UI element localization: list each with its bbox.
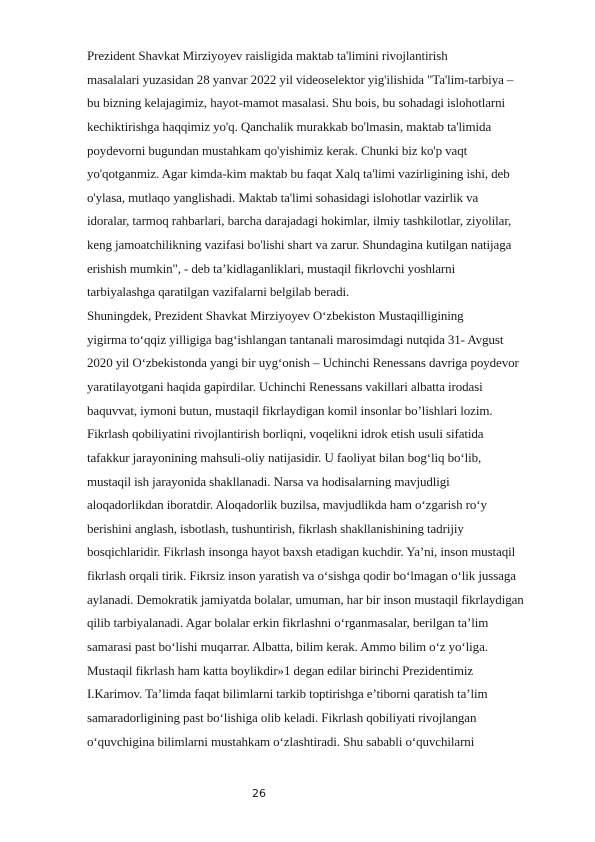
page-number: 26 — [252, 787, 266, 800]
text-line: aloqadorlikdan iboratdir. Aloqadorlik buzilsa, mavjudlikda ham o‘zgarish ro‘y — [87, 497, 487, 513]
text-line: Shuningdek, Prezident Shavkat Mirziyoyev O‘zbekiston Mustaqilligining — [87, 308, 464, 324]
text-line: keng jamoatchilikning vazifasi bo'lishi shart va zarur. Shundagina kutilgan natijaga — [87, 237, 512, 253]
text-line: samaradorligining past bo‘lishiga olib keladi. Fikrlash qobiliyati rivojlangan — [87, 709, 477, 725]
text-line: tarbiyalashga qaratilgan vazifalarni belgilab beradi. — [87, 284, 350, 300]
text-line: yaratilayotgani haqida gapirdilar. Uchinchi Renessans vakillari albatta irodasi — [87, 378, 483, 394]
text-line: erishish mumkin", - deb ta’kidlaganliklari, mustaqil fikrlovchi yoshlarni — [87, 260, 456, 276]
text-line: samarasi past bo‘lishi muqarrar. Albatta, bilim kerak. Ammo bilim o‘z yo‘liga. — [87, 639, 488, 655]
text-line: 2020 yil O‘zbekistonda yangi bir uyg‘onish – Uchinchi Renessans davriga poydevor — [87, 355, 519, 371]
text-line: aylanadi. Demokratik jamiyatda bolalar, umuman, har bir inson mustaqil fikrlaydigan — [87, 591, 524, 607]
text-line: berishini anglash, isbotlash, tushuntirish, fikrlash shakllanishining tadrijiy — [87, 520, 464, 536]
text-line: qilib tarbiyalanadi. Agar bolalar erkin fikrlashni o‘rganmasalar, berilgan ta’lim — [87, 615, 489, 631]
text-line: Mustaqil fikrlash ham katta boylikdir»1 degan edilar birinchi Prezidentimiz — [87, 662, 474, 678]
text-line: idoralar, tarmoq rahbarlari, barcha darajadagi hokimlar, ilmiy tashkilotlar, ziyolilar, — [87, 213, 512, 229]
text-line: fikrlash orqali tirik. Fikrsiz inson yaratish va o‘sishga qodir bo‘lmagan o‘lik jussaga — [87, 568, 516, 584]
text-line: tafakkur jarayonining mahsuli-oliy natijasidir. U faoliyat bilan bog‘liq bo‘lib, — [87, 449, 482, 465]
text-line: bosqichlaridir. Fikrlash insonga hayot baxsh etadigan kuchdir. Ya’ni, inson mustaqil — [87, 544, 516, 560]
text-line: kechiktirishga haqqimiz yo'q. Qanchalik murakkab bo'lmasin, maktab ta'limida — [87, 118, 492, 134]
text-line: yigirma to‘qqiz yilligiga bag‘ishlangan tantanali marosimdagi nutqida 31- Avgust — [87, 331, 504, 347]
text-line: yo'qotganmiz. Agar kimda-kim maktab bu faqat Xalq ta'limi vazirligining ishi, deb — [87, 166, 510, 182]
text-line: baquvvat, iymoni butun, mustaqil fikrlaydigan komil insonlar bo’lishlari lozim. — [87, 402, 493, 418]
text-line: Fikrlash qobiliyatini rivojlantirish borliqni, voqelikni idrok etish usuli sifatida — [87, 426, 484, 442]
text-line: masalalari yuzasidan 28 yanvar 2022 yil videoselektor yig'ilishida "Ta'lim-tarbiya – — [87, 71, 514, 87]
text-line: mustaqil ish jarayonida shakllanadi. Narsa va hodisalarning mavjudligi — [87, 473, 450, 489]
text-line: o‘quvchigina bilimlarni mustahkam o‘zlashtiradi. Shu sababli o‘quvchilarni — [87, 733, 475, 749]
text-line: poydevorni bugundan mustahkam qo'yishimiz kerak. Chunki biz ko'p vaqt — [87, 142, 468, 158]
text-line: o'ylasa, mutlaqo yanglishadi. Maktab ta'limi sohasidagi islohotlar vazirlik va — [87, 189, 479, 205]
text-line: bu bizning kelajagimiz, hayot-mamot masalasi. Shu bois, bu sohadagi islohotlarni — [87, 95, 506, 111]
body-text — [87, 44, 587, 753]
text-line: I.Karimov. Ta’limda faqat bilimlarni tarkib toptirishga e’tiborni qaratish ta’lim — [87, 686, 488, 702]
text-line: Prezident Shavkat Mirziyoyev raisligida maktab ta'limini rivojlantirish — [87, 48, 448, 63]
